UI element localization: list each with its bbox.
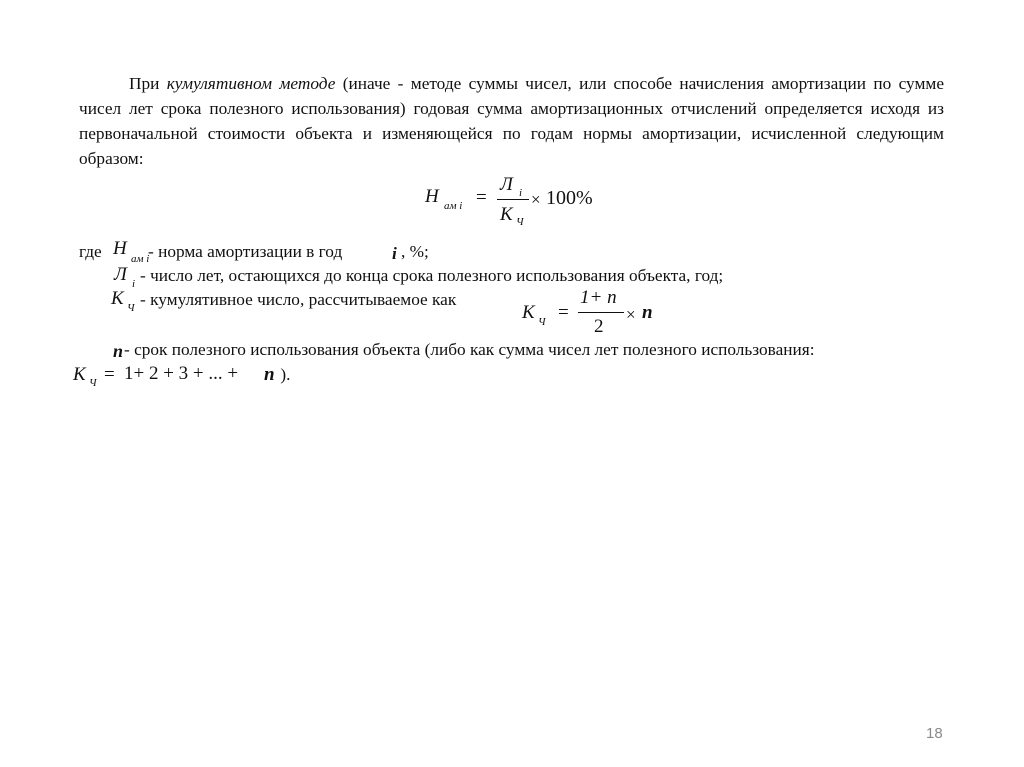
formula-denominator: К bbox=[500, 204, 513, 225]
formula-hundred: 100% bbox=[546, 187, 593, 209]
k-symbol: К bbox=[111, 288, 124, 309]
n-text: - срок полезного использования объекта (либо как сумма чисел лет полезного использования: bbox=[124, 340, 815, 359]
k-formula-numerator: 1+ n bbox=[580, 287, 617, 308]
k-formula-denominator: 2 bbox=[594, 316, 604, 337]
sum-formula-eq: = bbox=[104, 364, 115, 385]
sum-formula-lhs-sub: Ч bbox=[89, 377, 97, 389]
k-formula-lhs: К bbox=[522, 302, 535, 323]
formula-lhs-sub: ам i bbox=[444, 200, 463, 212]
intro-italic-term: кумулятивном методе bbox=[166, 74, 336, 93]
intro-paragraph bbox=[79, 71, 944, 171]
formula-denominator-sub: Ч bbox=[516, 216, 524, 228]
page-number: 18 bbox=[926, 725, 943, 742]
h-tail: , %; bbox=[401, 242, 429, 261]
sum-formula-tail: ). bbox=[276, 365, 291, 384]
formula-lhs: Н bbox=[425, 186, 439, 207]
sum-formula-n: n bbox=[264, 364, 275, 385]
l-text: - число лет, остающихся до конца срока полезного использования объекта, год; bbox=[140, 266, 724, 285]
formula-fraction-bar bbox=[497, 199, 529, 200]
intro-lead: При bbox=[129, 74, 167, 93]
sum-formula-rhs: 1+ 2 + 3 + ... + bbox=[124, 363, 243, 384]
k-formula-fraction-bar bbox=[578, 312, 624, 313]
formula-numerator-sub: i bbox=[519, 187, 523, 199]
where-word: где bbox=[79, 242, 102, 261]
sum-formula-lhs: К bbox=[73, 364, 86, 385]
formula-numerator: Л bbox=[500, 174, 513, 195]
formula-eq: = bbox=[476, 187, 487, 208]
intro-rest: (иначе - методе суммы чисел, или способе начисления амортизации по сумме чисел лет срока полезного использования) годовая сумма амортизационных отчислений определяется исходя из первоначальной стоимости объекта и изменяющейся по годам нормы амортизации, исчисленной следующим образом: bbox=[79, 74, 944, 168]
h-i: i bbox=[392, 244, 397, 263]
k-sub: Ч bbox=[127, 302, 135, 314]
formula-times: × bbox=[531, 190, 541, 209]
h-text: - норма амортизации в год bbox=[148, 242, 343, 261]
h-sub: ам i bbox=[131, 253, 150, 265]
l-sub: i bbox=[132, 278, 136, 290]
n-symbol: n bbox=[113, 341, 124, 361]
h-symbol: Н bbox=[113, 238, 127, 259]
k-text: - кумулятивное число, рассчитываемое как bbox=[140, 290, 457, 309]
k-formula-times: × bbox=[626, 305, 636, 324]
l-symbol: Л bbox=[114, 264, 127, 285]
k-formula-lhs-sub: Ч bbox=[538, 316, 546, 328]
k-formula-n: n bbox=[642, 302, 653, 323]
k-formula-eq: = bbox=[558, 302, 569, 323]
